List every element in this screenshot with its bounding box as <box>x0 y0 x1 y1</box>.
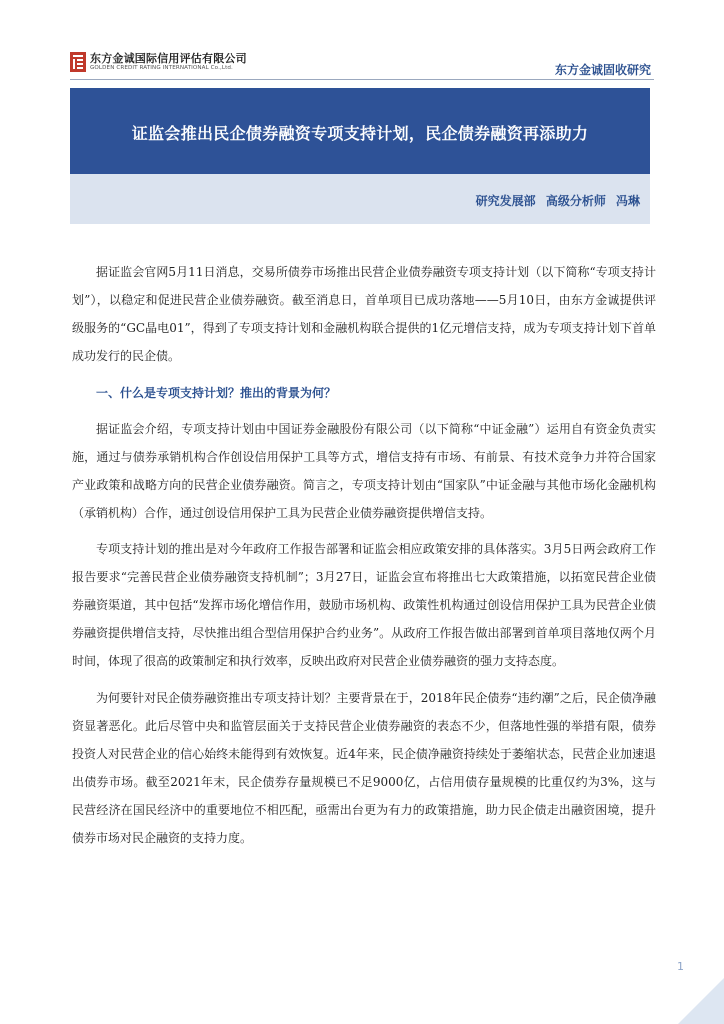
title-banner <box>70 88 650 174</box>
author-bar <box>70 174 650 224</box>
page-number: 1 <box>677 960 684 973</box>
body-paragraph-3: 为何要针对民企债券融资推出专项支持计划？主要背景在于，2018年民企债券“违约潮”之后，民企债净融资显著恶化。此后尽管中央和监管层面关于支持民营企业债券融资的表态不少，但落地性强的举措有限，债券投资人对民营企业的信心始终未能得到有效恢复。近4年来，民企债净融资持续处于萎缩状态，民营企业加速退出债券市场。截至2021年末，民企债券存量规模已不足9000亿，占信用债存量规模的比重仅约为3%，这与民营经济在国民经济中的重要地位不相匹配，亟需出台更为有力的政策措施，助力民企债走出融资困境，提升债券市场对民企融资的支持力度。 <box>72 691 656 845</box>
page-header <box>70 48 654 80</box>
company-logo-icon <box>70 52 86 72</box>
page-corner-decoration <box>678 978 724 1024</box>
header-brand-label: 东方金诚固收研究 <box>554 63 651 77</box>
report-title: 证监会推出民企债券融资专项支持计划，民企债券融资再添助力 <box>131 124 589 143</box>
intro-paragraph: 据证监会官网5月11日消息，交易所债券市场推出民营企业债券融资专项支持计划（以下简称“专项支持计划”），以稳定和促进民营企业债券融资。截至消息日，首单项目已成功落地——5月10日，由东方金诚提供评级服务的“GC晶电01”，得到了专项支持计划和金融机构联合提供的1亿元增信支持，成为专项支持计划下首单成功发行的民企债。 <box>72 265 656 363</box>
body-paragraph-2: 专项支持计划的推出是对今年政府工作报告部署和证监会相应政策安排的具体落实。3月5日两会政府工作报告要求“完善民营企业债券融资支持机制”；3月27日，证监会宣布将推出七大政策措施，以拓宽民营企业债券融资渠道，其中包括“发挥市场化增信作用，鼓励市场机构、政策性机构通过创设信用保护工具为民营企业债券融资提供增信支持，尽快推出组合型信用保护合约业务”。从政府工作报告做出部署到首单项目落地仅两个月时间，体现了很高的政策制定和执行效率，反映出政府对民营企业债券融资的强力支持态度。 <box>72 542 656 668</box>
author-line: 研究发展部 高级分析师 冯琳 <box>475 194 640 208</box>
header-divider <box>70 79 654 80</box>
report-body <box>72 258 656 852</box>
body-paragraph-1: 据证监会介绍，专项支持计划由中国证券金融股份有限公司（以下简称“中证金融”）运用自有资金负责实施，通过与债券承销机构合作创设信用保护工具等方式，增信支持有市场、有前景、有技术竞争力并符合国家产业政策和战略方向的民营企业债券融资。简言之，专项支持计划由“国家队”中证金融与其他市场化金融机构（承销机构）合作，通过创设信用保护工具为民营企业债券融资提供增信支持。 <box>72 422 656 520</box>
company-name-en: GOLDEN CREDIT RATING INTERNATIONAL Co.,Ltd. <box>90 65 233 71</box>
section-heading: 一、什么是专项支持计划？推出的背景为何？ <box>96 386 337 400</box>
company-name-cn: 东方金诚国际信用评估有限公司 <box>90 52 247 65</box>
